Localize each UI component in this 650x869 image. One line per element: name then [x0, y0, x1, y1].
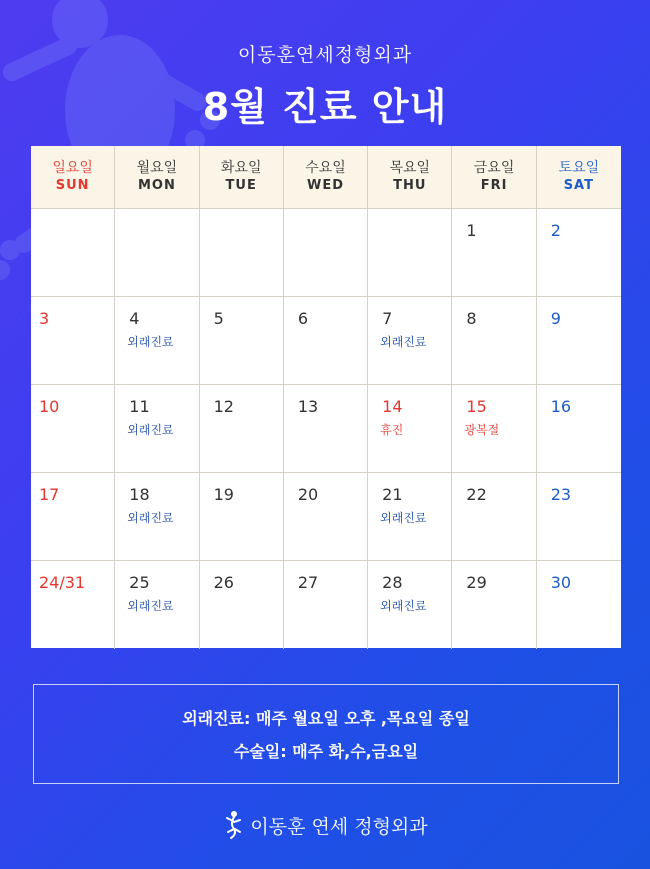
calendar-day-cell [115, 473, 199, 561]
calendar-day-cell [115, 561, 199, 649]
day-number: 29 [466, 573, 487, 592]
calendar-day-cell [368, 473, 452, 561]
calendar-day-cell [452, 473, 536, 561]
weekday-en-label: WED [306, 178, 344, 193]
day-number: 5 [213, 309, 224, 328]
day-number: 15 [466, 397, 487, 416]
calendar-day-cell [452, 209, 536, 297]
day-number: 17 [39, 485, 60, 504]
calendar-day-cell [284, 297, 368, 385]
calendar-day-cell [368, 209, 452, 297]
weekday-ko-label: 화요일 [220, 160, 262, 176]
day-number: 14 [382, 397, 403, 416]
calendar-day-cell [31, 297, 115, 385]
weekday-header-tue [200, 146, 284, 208]
day-number: 10 [39, 397, 60, 416]
day-number: 18 [129, 485, 150, 504]
day-number: 20 [297, 485, 319, 504]
weekday-ko-label: 일요일 [52, 160, 93, 176]
weekday-en-label: SAT [563, 178, 594, 193]
clinic-subtitle: 이동훈연세정형외과 [237, 44, 413, 66]
weekday-ko-label: 월요일 [136, 160, 178, 176]
calendar-day-cell [31, 473, 115, 561]
calendar-day-cell [31, 209, 115, 297]
day-number: 26 [213, 573, 234, 592]
surgery-schedule-text: 수술일: 매주 화,수,금요일 [233, 742, 419, 761]
calendar-day-cell [200, 209, 284, 297]
calendar-day-cell [537, 209, 621, 297]
calendar-day-cell [452, 297, 536, 385]
footer-clinic-name: 이동훈 연세 정형외과 [250, 815, 428, 838]
calendar-day-cell [284, 473, 368, 561]
calendar-day-cell [537, 385, 621, 473]
weekday-header-fri [452, 146, 536, 208]
calendar-day-cell [537, 297, 621, 385]
day-note: 외래진료 [127, 335, 174, 349]
weekday-header-sat [537, 146, 621, 208]
day-number: 30 [550, 573, 572, 592]
day-note: 외래진료 [380, 599, 427, 613]
day-number: 22 [466, 485, 487, 504]
calendar-day-cell [452, 385, 536, 473]
calendar-day-cell [31, 561, 115, 649]
day-number: 9 [550, 309, 561, 328]
calendar-day-cell [284, 209, 368, 297]
day-note: 외래진료 [380, 335, 427, 349]
day-number: 24/31 [39, 573, 86, 592]
weekday-en-label: SUN [55, 178, 90, 193]
weekday-ko-label: 수요일 [305, 160, 346, 176]
weekday-en-label: THU [393, 178, 427, 193]
calendar-grid [31, 209, 621, 649]
day-note: 외래진료 [380, 511, 427, 525]
calendar-day-cell [31, 385, 115, 473]
day-note: 외래진료 [127, 511, 174, 525]
day-note: 휴진 [380, 423, 404, 437]
outpatient-schedule-text: 외래진료: 매주 월요일 오후 ,목요일 종일 [182, 709, 470, 728]
schedule-info-box [33, 684, 619, 784]
day-number: 13 [297, 397, 319, 416]
calendar-day-cell [115, 209, 199, 297]
day-number: 2 [550, 221, 561, 240]
weekday-header-wed [284, 146, 368, 208]
calendar-header-row [31, 146, 621, 209]
day-number: 16 [550, 397, 572, 416]
calendar-day-cell [284, 561, 368, 649]
calendar-day-cell [115, 297, 199, 385]
weekday-header-sun [31, 146, 115, 208]
calendar [31, 146, 621, 648]
day-number: 25 [129, 573, 150, 592]
day-number: 8 [466, 309, 477, 328]
calendar-day-cell [452, 561, 536, 649]
calendar-day-cell [368, 385, 452, 473]
day-number: 12 [213, 397, 234, 416]
weekday-en-label: FRI [480, 178, 508, 193]
calendar-day-cell [200, 473, 284, 561]
footer-logo [0, 810, 650, 840]
calendar-day-cell [368, 561, 452, 649]
calendar-day-cell [537, 473, 621, 561]
day-number: 23 [550, 485, 572, 504]
weekday-en-label: MON [137, 178, 176, 193]
day-note: 외래진료 [127, 423, 174, 437]
weekday-en-label: TUE [225, 178, 257, 193]
calendar-day-cell [368, 297, 452, 385]
day-number: 21 [382, 485, 403, 504]
day-number: 1 [466, 221, 477, 240]
weekday-ko-label: 금요일 [473, 160, 515, 176]
day-number: 27 [297, 573, 319, 592]
calendar-day-cell [200, 385, 284, 473]
calendar-day-cell [200, 297, 284, 385]
day-number: 6 [297, 309, 309, 328]
day-note: 광복절 [464, 423, 500, 437]
weekday-ko-label: 토요일 [558, 160, 600, 176]
gecko-icon [222, 810, 244, 840]
day-number: 19 [213, 485, 234, 504]
day-number: 4 [129, 309, 140, 328]
day-number: 3 [39, 309, 50, 328]
calendar-day-cell [115, 385, 199, 473]
calendar-day-cell [200, 561, 284, 649]
calendar-day-cell [284, 385, 368, 473]
day-number: 28 [382, 573, 403, 592]
weekday-header-mon [115, 146, 199, 208]
calendar-day-cell [537, 561, 621, 649]
page-title: 8월 진료 안내 [202, 85, 448, 129]
weekday-ko-label: 목요일 [389, 160, 431, 176]
weekday-header-thu [368, 146, 452, 208]
day-note: 외래진료 [127, 599, 174, 613]
day-number: 11 [129, 397, 150, 416]
day-number: 7 [382, 309, 393, 328]
